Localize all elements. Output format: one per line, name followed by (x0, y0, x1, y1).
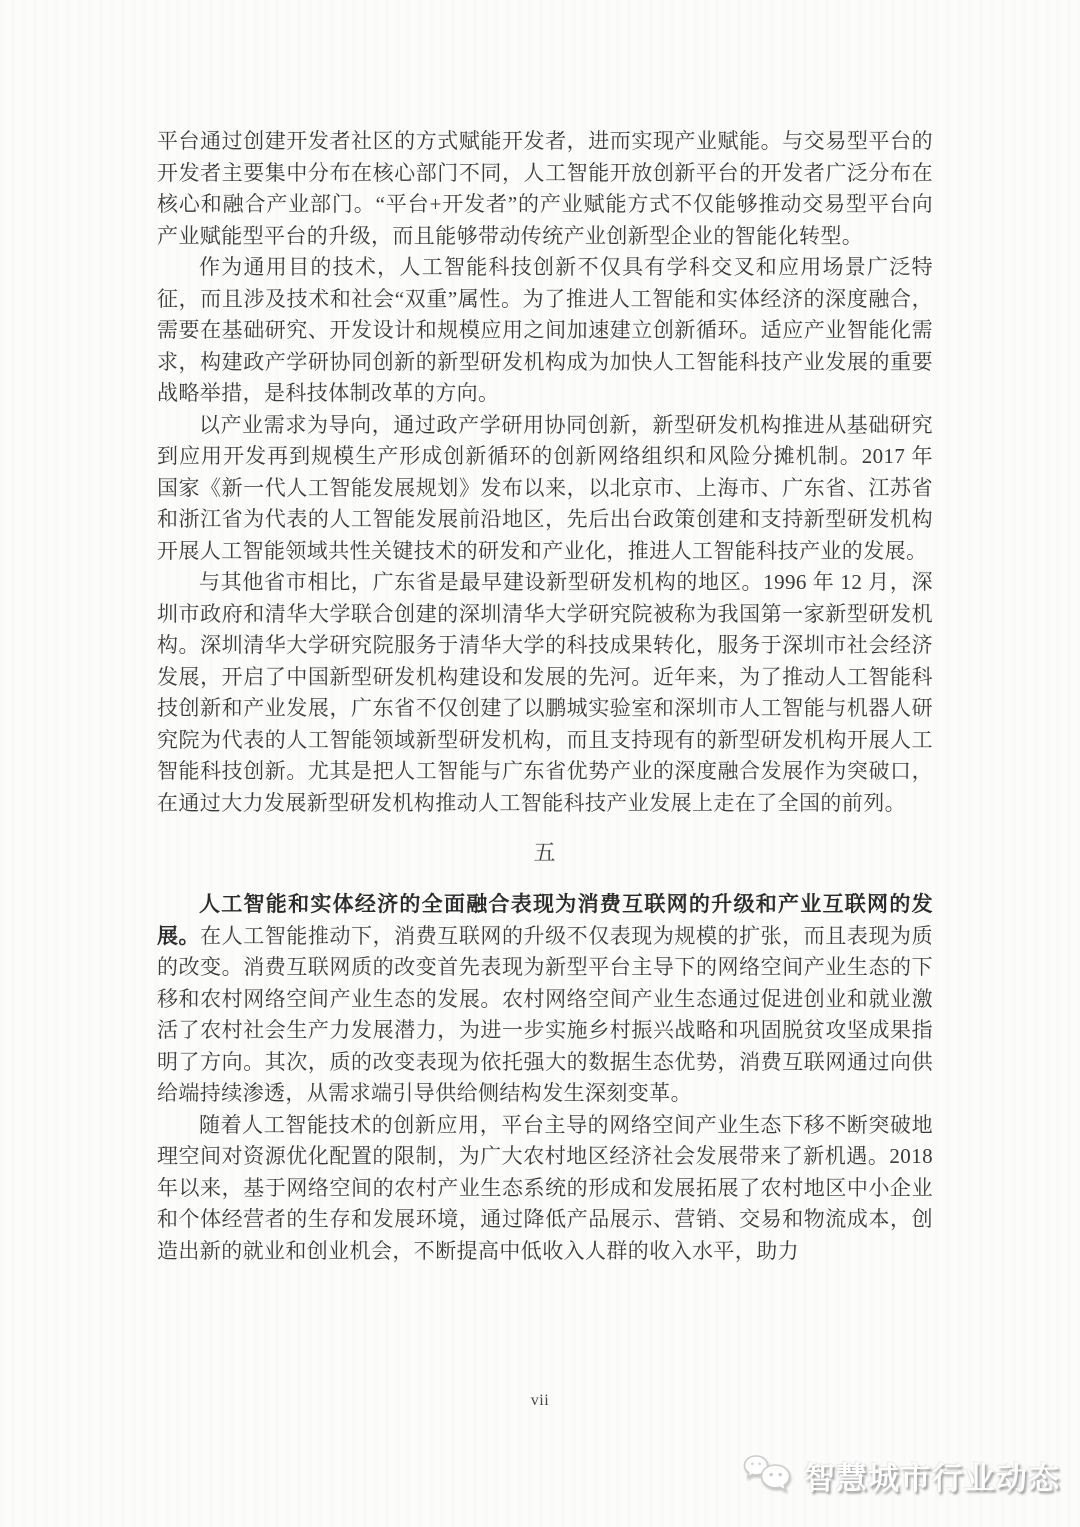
paragraph-bold-lead: 人工智能和实体经济的全面融合表现为消费互联网的升级和产业互联网的发展。 (157, 892, 933, 948)
paragraph-text: 在人工智能推动下，消费互联网的升级不仅表现为规模的扩张，而且表现为质的改变。消费互联网质的改变首先表现为新型平台主导下的网络空间产业生态的下移和农村网络空间产业生态的发展。农村网络空间产业生态通过促进创业和就业激活了农村社会生产力发展潜力，为进一步实施乡村振兴战略和巩固脱贫攻坚成果指明了方向。其次，质的改变表现为依托强大的数据生态优势，消费互联网通过向供给端持续渗透，从需求端引导供给侧结构发生深刻变革。 (157, 923, 933, 1105)
watermark (742, 1452, 1060, 1498)
paragraph-text: 与其他省市相比，广东省是最早建设新型研发机构的地区。1996 年 12 月，深圳市政府和清华大学联合创建的深圳清华大学研究院被称为我国第一家新型研发机构。深圳清华大学研究院服务于清华大学的科技成果转化，服务于深圳市社会经济发展，开启了中国新型研发机构建设和发展的先河。近年来，为了推动人工智能科技创新和产业发展，广东省不仅创建了以鹏城实验室和深圳市人工智能与机器人研究院为代表的人工智能领域新型研发机构，而且支持现有的新型研发机构开展人工智能科技创新。尤其是把人工智能与广东省优势产业的深度融合发展作为突破口，在通过大力发展新型研发机构推动人工智能科技产业发展上走在了全国的前列。 (157, 570, 933, 815)
paragraph (157, 126, 933, 252)
section-heading-five: 五 (533, 840, 557, 865)
paragraph (157, 889, 933, 1110)
paragraph-text: 作为通用目的技术，人工智能科技创新不仅具有学科交叉和应用场景广泛特征，而且涉及技术和社会“双重”属性。为了推进人工智能和实体经济的深度融合，需要在基础研究、开发设计和规模应用之间加速建立创新循环。适应产业智能化需求，构建政产学研协同创新的新型研发机构成为加快人工智能科技产业发展的重要战略举措，是科技体制改革的方向。 (157, 255, 933, 405)
paragraph-text: 随着人工智能技术的创新应用，平台主导的网络空间产业生态下移不断突破地理空间对资源优化配置的限制，为广大农村地区经济社会发展带来了新机遇。2018 年以来，基于网络空间的农村产业生态系统的形成和发展拓展了农村地区中小企业和个体经营者的生存和发展环境，通过降低产品展示、营销、交易和物流成本，创造出新的就业和创业机会，不断提高中低收入人群的收入水平，助力 (157, 1112, 933, 1263)
paragraph (157, 252, 933, 410)
paragraph-text: 以产业需求为导向，通过政产学研用协同创新，新型研发机构推进从基础研究到应用开发再到规模生产形成创新循环的创新网络组织和风险分摊机制。2017 年国家《新一代人工智能发展规划》发布以来，以北京市、上海市、广东省、江苏省和浙江省为代表的人工智能发展前沿地区，先后出台政策创建和支持新型研发机构开展人工智能领域共性关键技术的研发和产业化，推进人工智能科技产业的发展。 (157, 412, 933, 563)
paragraph (157, 1110, 933, 1268)
page-number: vii (530, 1392, 550, 1409)
paragraph (157, 410, 933, 568)
wechat-bubbles-icon (742, 1452, 796, 1498)
watermark-text: 智慧城市行业动态 (804, 1460, 1060, 1496)
paragraph (157, 567, 933, 819)
text-block (157, 126, 933, 1267)
paragraph-text: 平台通过创建开发者社区的方式赋能开发者，进而实现产业赋能。与交易型平台的开发者主要集中分布在核心部门不同，人工智能开放创新平台的开发者广泛分布在核心和融合产业部门。“平台+开发者”的产业赋能方式不仅能够推动交易型平台向产业赋能型平台的升级，而且能够带动传统产业创新型企业的智能化转型。 (157, 129, 933, 248)
